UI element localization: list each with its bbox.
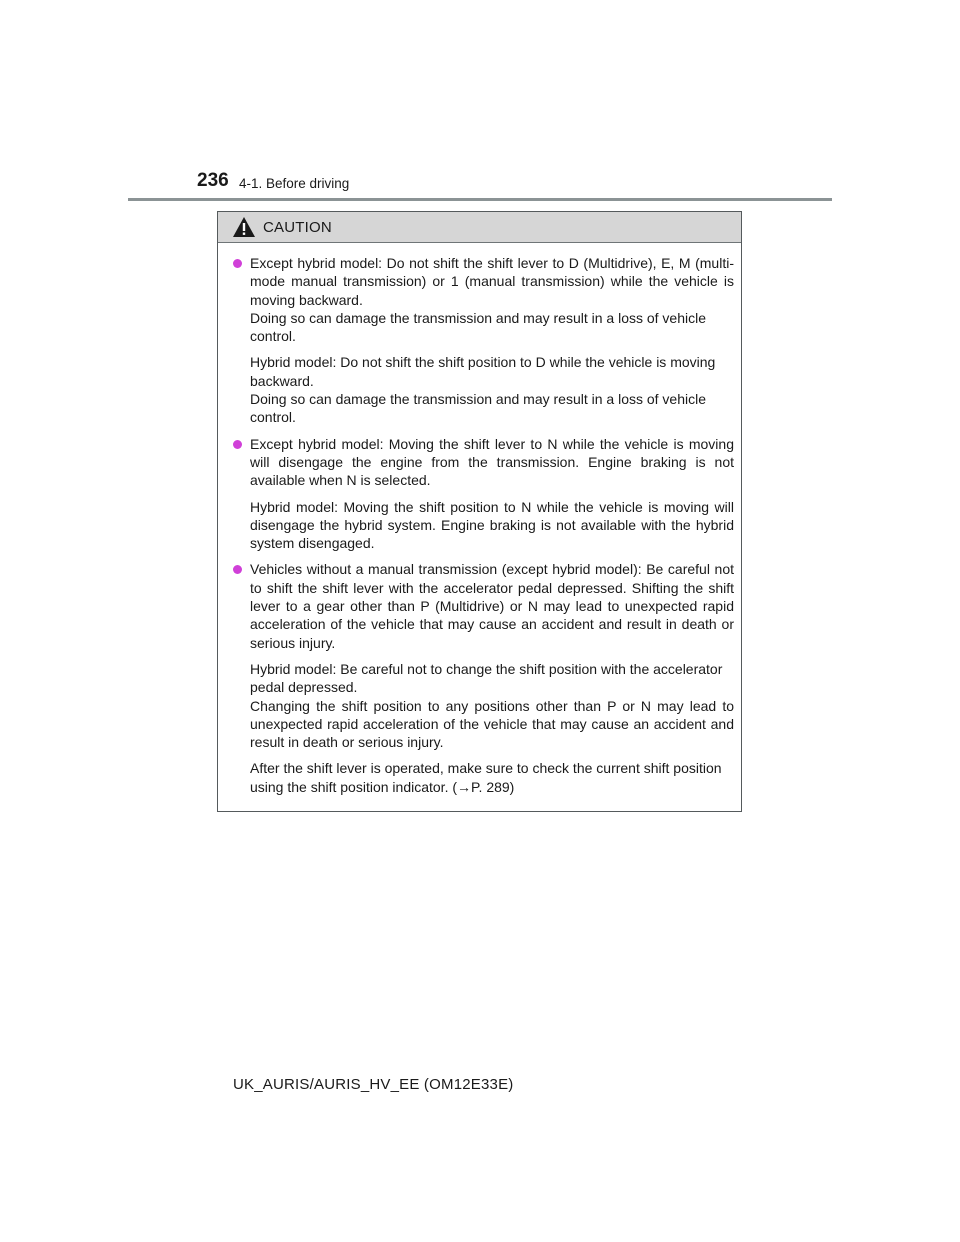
header-rule xyxy=(128,198,832,201)
bullet-dot-icon xyxy=(233,440,242,449)
caution-header xyxy=(218,212,741,243)
caution-body xyxy=(218,243,741,796)
warning-triangle-icon xyxy=(232,216,256,238)
document-id-footer: UK_AURIS/AURIS_HV_EE (OM12E33E) xyxy=(233,1076,514,1093)
caution-bullet xyxy=(231,435,734,490)
bullet-text: Doing so can damage the transmission and may result in a loss of vehicle control. xyxy=(250,309,707,345)
paragraph-text: Hybrid model: Do not shift the shift position to D while the vehicle is moving backward. xyxy=(250,354,716,389)
caution-title: CAUTION xyxy=(263,218,332,236)
bullet-dot-icon xyxy=(233,259,242,268)
caution-paragraph xyxy=(250,759,734,796)
caution-bullet xyxy=(231,254,734,345)
page-number: 236 xyxy=(197,170,229,191)
bullet-text: Except hybrid model: Do not shift the shift lever to D (Multidrive), E, M (multi-mode manual transmission) or 1 (manual transmission) while the vehicle is moving backward. xyxy=(250,255,734,308)
caution-paragraph xyxy=(250,353,734,426)
paragraph-text: Hybrid model: Moving the shift position to N while the vehicle is moving will disengage the hybrid system. Engine braking is not available with the hybrid system disengaged. xyxy=(250,498,734,552)
caution-paragraph xyxy=(250,660,734,751)
paragraph-text: Changing the shift position to any positions other than P or N may lead to unexpected rapid acceleration of the vehicle that may cause an accident and result in death or serious injury. xyxy=(250,697,734,751)
paragraph-text: Doing so can damage the transmission and may result in a loss of vehicle control. xyxy=(250,391,707,426)
caution-box xyxy=(217,211,742,812)
section-title: 4-1. Before driving xyxy=(239,176,350,191)
bullet-text: Except hybrid model: Moving the shift lever to N while the vehicle is moving will disengage the engine from the transmission. Engine braking is not available when N is selected. xyxy=(250,435,734,489)
caution-paragraph xyxy=(250,498,734,553)
bullet-dot-icon xyxy=(233,565,242,574)
paragraph-text: Hybrid model: Be careful not to change the shift position with the accelerator pedal depressed. xyxy=(250,660,723,696)
bullet-text: Vehicles without a manual transmission (except hybrid model): Be careful not to shift the shift lever with the accelerator pedal depressed. Shifting the shift lever to a gear other than P (Multidrive) or N may lead to unexpected rapid acceleration of the vehicle that may cause an accident and result in death or serious injury. xyxy=(250,561,734,651)
paragraph-text: After the shift lever is operated, make sure to check the current shift position using the shift position indicator. (→P. 289) xyxy=(250,760,722,795)
caution-bullet xyxy=(231,560,734,651)
